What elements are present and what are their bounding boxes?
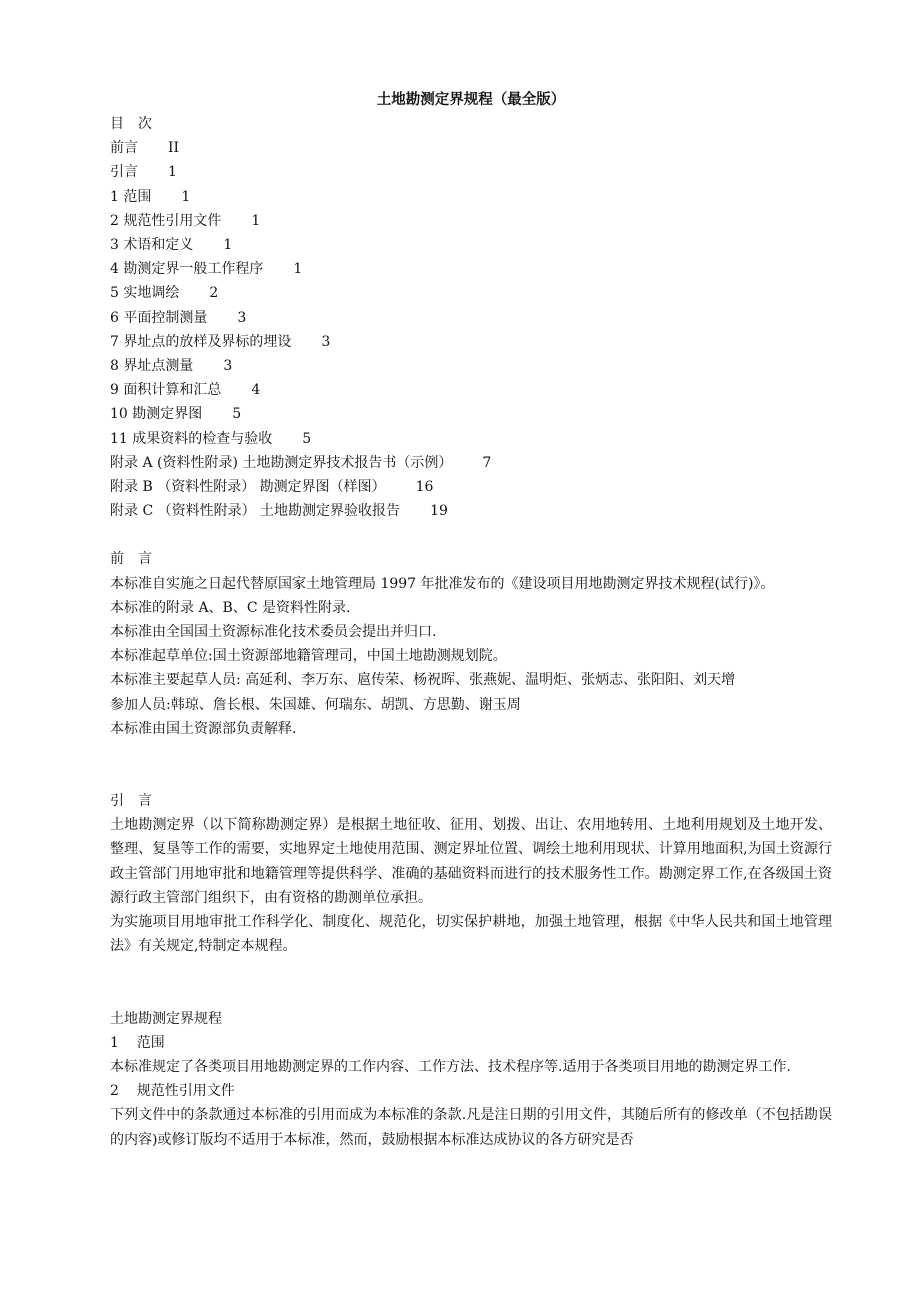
toc-item[interactable]: 2 规范性引用文件 1 xyxy=(110,212,261,229)
introduction-heading: 引 言 xyxy=(110,793,152,810)
section-scope xyxy=(110,1031,832,1079)
toc-item[interactable]: 附录 B （资料性附录） 勘测定界图（样图） 16 xyxy=(110,479,434,496)
foreword-paragraph: 本标准由国土资源部负责解释. xyxy=(110,720,297,737)
document-title: 土地勘测定界规程（最全版） xyxy=(376,91,566,108)
foreword-heading: 前 言 xyxy=(110,551,152,568)
toc-item[interactable]: 8 界址点测量 3 xyxy=(110,358,233,375)
introduction-paragraph: 土地勘测定界（以下简称勘测定界）是根据土地征收、征用、划拨、出让、农用地转用、土地利用规划及土地开发、整理、复垦等工作的需要，实地界定土地使用范围、测定界址位置、调绘土地利用现状、计算用地面积,为国土资源行政主管部门用地审批和地籍管理等提供科学、准确的基础资料而进行的技术服务性工作。勘测定界工作,在各级国土资源行政主管部门组织下，由有资格的勘测单位承担。 xyxy=(110,817,832,906)
toc-item[interactable]: 6 平面控制测量 3 xyxy=(110,309,247,326)
foreword-paragraph: 本标准由全国国土资源标准化技术委员会提出并归口. xyxy=(110,624,437,641)
table-of-contents xyxy=(110,136,832,523)
toc-item[interactable]: 3 术语和定义 1 xyxy=(110,237,233,254)
toc-item[interactable]: 10 勘测定界图 5 xyxy=(110,406,242,423)
section-paragraph: 下列文件中的条款通过本标准的引用而成为本标准的条款.凡是注日期的引用文件，其随后所有的修改单（不包括勘误的内容)或修订版均不适用于本标准，然而，鼓励根据本标准达成协议的各方研究是否 xyxy=(110,1107,832,1148)
toc-item[interactable]: 附录 A (资料性附录) 土地勘测定界技术报告书（示例） 7 xyxy=(110,454,492,471)
body-heading: 土地勘测定界规程 xyxy=(110,1010,222,1027)
toc-item[interactable]: 引言 1 xyxy=(110,164,177,181)
toc-item[interactable]: 5 实地调绘 2 xyxy=(110,285,219,302)
section-normative-references xyxy=(110,1079,832,1152)
toc-heading: 目 次 xyxy=(110,116,152,132)
introduction-paragraph: 为实施项目用地审批工作科学化、制度化、规范化，切实保护耕地，加强土地管理，根据《中华人民共和国土地管理法》有关规定,特制定本规程。 xyxy=(110,914,832,955)
foreword-paragraph: 本标准的附录 A、B、C 是资料性附录. xyxy=(110,599,351,616)
foreword-paragraph: 本标准自实施之日起代替原国家土地管理局 1997 年批准发布的《建设项目用地勘测定界技术规程(试行)》。 xyxy=(110,575,775,592)
introduction-section xyxy=(110,813,832,958)
foreword-paragraph: 参加人员:韩琼、詹长根、朱国雄、何瑞东、胡凯、方思勤、谢玉周 xyxy=(110,696,521,713)
toc-item[interactable]: 9 面积计算和汇总 4 xyxy=(110,382,261,399)
section-heading: 2 规范性引用文件 xyxy=(110,1083,235,1100)
foreword-paragraph: 本标准主要起草人员: 高延利、李万东、扈传荣、杨祝晖、张燕妮、温明炬、张炳志、张阳阳、刘天增 xyxy=(110,672,736,689)
foreword-section xyxy=(110,572,832,741)
section-heading: 1 范围 xyxy=(110,1034,165,1051)
toc-item[interactable]: 4 勘测定界一般工作程序 1 xyxy=(110,261,303,278)
section-paragraph: 本标准规定了各类项目用地勘测定界的工作内容、工作方法、技术程序等.适用于各类项目用地的勘测定界工作. xyxy=(110,1058,791,1075)
toc-item[interactable]: 前言 II xyxy=(110,140,180,157)
foreword-paragraph: 本标准起草单位:国土资源部地籍管理司，中国土地勘测规划院。 xyxy=(110,648,507,665)
toc-item[interactable]: 附录 C （资料性附录） 土地勘测定界验收报告 19 xyxy=(110,503,448,520)
toc-item[interactable]: 11 成果资料的检查与验收 5 xyxy=(110,430,312,447)
document-page xyxy=(110,88,832,1152)
toc-item[interactable]: 1 范围 1 xyxy=(110,188,191,205)
toc-item[interactable]: 7 界址点的放样及界标的埋设 3 xyxy=(110,333,331,350)
